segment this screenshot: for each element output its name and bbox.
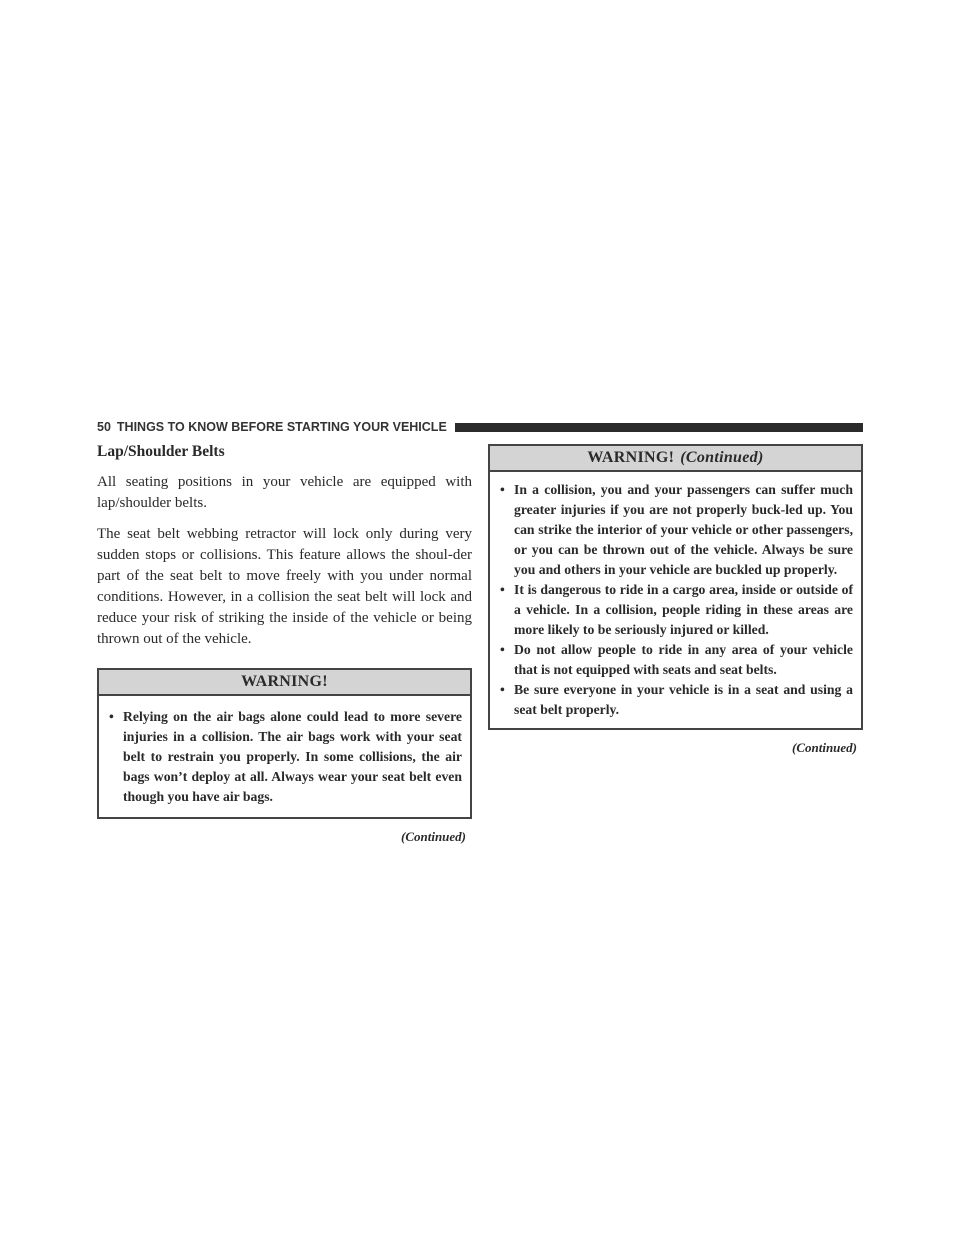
warning-box-continued	[488, 444, 863, 730]
warning-bullet	[498, 680, 853, 720]
warning-bullet-text: Relying on the air bags alone could lead to more severe injuries in a collision. The air bags work with your seat belt to restrain you properly. In some collisions, the air bags won’t deploy at all. Always wear your seat belt even though you have air bags.	[123, 709, 462, 804]
warning-bullet-text: Do not allow people to ride in any area of your vehicle that is not equipped with seats and seat belts.	[514, 642, 853, 677]
page-header	[97, 418, 863, 436]
paragraph: The seat belt webbing retractor will lock only during very sudden stops or collisions. This feature allows the shoul-der part of the seat belt to move freely with you under normal conditions. However, in a collision the seat belt will lock and reduce your risk of striking the inside of the vehicle or being thrown out of the vehicle.	[97, 526, 472, 647]
bullet-glyph: •	[500, 582, 505, 597]
bullet-glyph: •	[500, 642, 505, 657]
bullet-glyph: •	[500, 482, 505, 497]
warning-header	[490, 446, 861, 472]
warning-bullet-text: Be sure everyone in your vehicle is in a seat and using a seat belt properly.	[514, 682, 853, 717]
page-number: 50	[97, 420, 111, 434]
warning-bullet-text: In a collision, you and your passengers can suffer much greater injuries if you are not properly buck-led up. You can strike the interior of your vehicle or other passengers, or you can be thrown out of the vehicle. Always be sure you and others in your vehicle are buckled up properly.	[514, 482, 853, 577]
bullet-glyph: •	[109, 709, 114, 724]
warning-bullet	[498, 480, 853, 580]
warning-title: WARNING!	[241, 673, 328, 690]
continued-note: (Continued)	[400, 829, 466, 844]
warning-bullet	[498, 580, 853, 640]
bullet-glyph: •	[500, 682, 505, 697]
header-rule	[455, 423, 863, 432]
warning-bullet	[107, 707, 462, 807]
continued-note: (Continued)	[791, 740, 857, 755]
warning-header	[99, 670, 470, 696]
section-heading: Lap/Shoulder Belts	[97, 443, 225, 460]
warning-body	[490, 472, 861, 728]
left-column	[97, 442, 472, 845]
right-column	[488, 444, 863, 756]
warning-body	[99, 696, 470, 817]
warning-bullet	[498, 640, 853, 680]
paragraph: All seating positions in your vehicle are equipped with lap/shoulder belts.	[97, 474, 472, 511]
warning-box	[97, 668, 472, 819]
warning-title: WARNING!	[587, 449, 675, 466]
section-title: THINGS TO KNOW BEFORE STARTING YOUR VEHICLE	[116, 420, 447, 434]
warning-bullet-text: It is dangerous to ride in a cargo area, inside or outside of a vehicle. In a collision, people riding in these areas are more likely to be seriously injured or killed.	[514, 582, 853, 637]
warning-title-suffix: (Continued)	[680, 449, 764, 466]
